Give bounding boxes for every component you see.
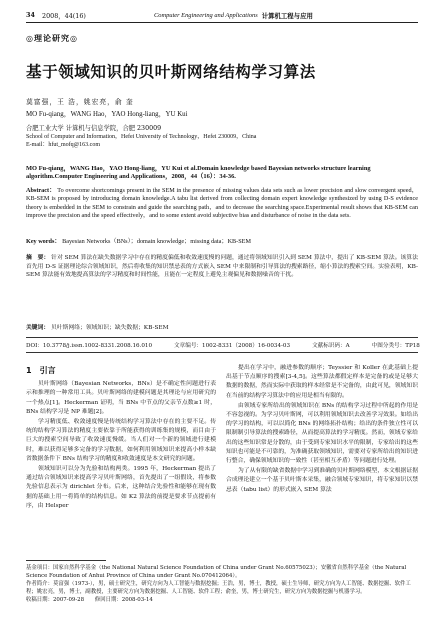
abstract-cn [26, 254, 418, 280]
abstract-en-text: To overcome shortcomings present in the SEM in the presence of missing values data sets such as lower precision and slow convergent speed，KB-SEM is proposed by introducing domain knowledge.A tabu list derived from collecting domain expert knowledge synthesized by using D-S evidence theory is embedded in the SEM to constrain and guide the searching path，and to decrease the searching space.Experimental result shows that KB-SEM can improve the precision and the speed effectively，and to some extent avoid subjective bias and disturbance of noise in the data sets. [26, 187, 418, 219]
article-number: 文章编号：1002-8331（2008）16-0034-03 [174, 343, 291, 349]
body-paragraph: 贝叶斯网络（Bayesian Networks，BNs）是不确定性问题进行表示和推理的一种常用工具。贝叶斯网络的建模问题是其理论与应用研究的一个热点[1]。Heckerman 证明，当 BNs 中节点的父亲节点数≥1 时，BNs 结构学习是 NP 难题[2]。 [26, 381, 216, 415]
received-date-note: 收稿日期：2007-09-28 修回日期：2008-03-14 [26, 597, 153, 603]
body-paragraph: 领域知识可以分为先验和结构两类。1995 年，Heckerman 提出了通过结合领域知识来提高学习贝叶斯网络，首先提出了一组假设，将参数先验信息表示为 dirichlet 分布。后来，这种结合先验性和能够在现有数据的基础上用一将简单的结构信息。如 K2 算法的前提是要求节点提前有序，由 Helsper [26, 466, 216, 509]
keywords-en-label: Key words： [26, 238, 61, 245]
funding-note: 基金项目：国家自然科学基金（the National Natural Science Foundation of China under Grant No.60575023）；安徽省自然科学基金（the Natural Science Foundation of Anhui Province of China under Grant No.070412064）。 [26, 565, 407, 579]
body-paragraph: 为了从有限的缺省数据中学习到准确的贝叶斯网络模型，本文根据证据合成理论建立一个基于贝叶斯本采集，融合领域专家知识，将专家知识以禁忌表（tabu list）的形式嵌入 SEM 算法 [226, 468, 418, 493]
running-header [26, 8, 418, 22]
affiliation-en [26, 133, 326, 149]
header-rule [26, 22, 418, 23]
page-number: 34 [26, 11, 35, 19]
body-paragraph: 提出在学习中，融进参数的顺序；Teyssier 和 Koller 在此基础上提出基于节点顺序的搜索[3-4,5]。这些算法都假定样本是完备的或是足够大数据的数据，然而实际中获取的样本经常是不完备的，由此可见，领域知识在当前的结构学习算法中的应用是相当有限的。 [226, 365, 418, 399]
journal-name-en: Computer Engineering and Applications [154, 11, 258, 19]
meta-rule-top [26, 337, 418, 338]
author-bio-note: 作者简介：莫富强（1973-），男，硕士研究生，研究方向为人工智能与数据挖掘；王浩，男，博士，教授，硕士生导师，研究方向为人工智能、数据挖掘、软件工程；姚宏亮，男，博士，副教授，主要研究方向为数据挖掘、人工智能、软件工程；俞奎，男，博士研究生，研究方向为数据挖掘与机器学习。 [26, 581, 411, 595]
abstract-en [26, 187, 418, 220]
journal-issue: 2008，44(16) [42, 11, 86, 20]
keywords-cn-label: 关键词： [26, 325, 50, 331]
body-paragraph: 由领域专家所给出的领域知识在 BNs 的结构学习过程中所起的作用是不容忽视的。为学习贝叶斯网，可以利用领域知识去改善学习效果。如给出的学习的结构，可以以简化 BNs 的网络拓扑结构；给出的条件独立性可以限制制引导算法的搜索路径，从而提高算法的学习精度。然而，领域专家给出的这些知识常是分散的，由于受到专家知识水平的限制，专家给出的这些知识也可能是不可靠的，为准确获取领域知识，需要对专家所给出的知识进行整合，确保领域知识的一致性（甚至相互矛盾）等问题进行处理。 [226, 402, 418, 465]
body-paragraph: 学习精度低、收敛速度慢是传统结构学习算法中存在的主要不足。传统的结构学习算法的精度主要依靠于所能获得的训练集的规模，而目由于巨大的搜索空间导致了收敛速度慢缓。当人们对一个新的领域进行建模时，难以获得足够多完备的学习数据，如何利用领域知识来提高小样本缺省数据条件下 BNs 结构学习的精度和收敛速度是本文研究的问题。 [26, 419, 216, 462]
author-email: E-mail：hfut_mofq@163.com [26, 142, 101, 149]
abstract-cn-label: 摘 要： [26, 255, 50, 261]
doi: DOI：10.3778/j.issn.1002-8331.2008.16.010 [26, 343, 153, 349]
keywords-cn-text: 贝叶斯网络；领域知识；缺失数据；KB-SEM [51, 325, 169, 331]
meta-rule-bottom [26, 352, 418, 353]
abstract-cn-text: 针对 SEM 算法在缺失数据学习中存在的精度偏低和收敛速度慢的问题，通过将领域知识引入到 SEM 算法中，提出了 KB-SEM 算法。该算法首先用 D-S 证据理论综合领域知识，然后将收集的知识禁忌表的方式嵌入 SEM 中来限制和引导算法的搜索路径，缩小算法的搜索空间。实验表明，KB-SEM 算法能有效地提高算法的学习精度和时间性能，且能在一定程度上避免主观偏见和数据噪音的干扰。 [26, 255, 418, 278]
article-meta [26, 339, 418, 351]
authors-en: MO Fu-qiang，WANG Hao，YAO Hong-liang，YU Kui [26, 111, 188, 118]
abstract-en-label: Abstract： [26, 187, 56, 194]
body-column-left [26, 364, 216, 512]
body-column-right [226, 364, 418, 496]
keywords-en-text: Bayesian Networks（BNs）；domain knowledge；missing data；KB-SEM [62, 238, 251, 245]
keywords-cn [26, 324, 418, 333]
clc-number: 中图分类号：TP18 [371, 343, 420, 349]
authors-cn: 莫富强，王 浩，姚宏亮，俞 奎 [26, 98, 134, 106]
journal-name-cn: 计算机工程与应用 [261, 11, 313, 20]
section-heading: 1 引言 [26, 366, 56, 375]
paper-title: 基于领域知识的贝叶斯网络结构学习算法 [26, 63, 316, 81]
document-code: 文献标识码：A [312, 343, 350, 349]
footnotes [26, 564, 418, 604]
footnote-rule [26, 560, 106, 561]
keywords-en [26, 238, 418, 246]
affiliation-cn: 合肥工业大学 计算机与信息学院，合肥 230009 [26, 125, 162, 132]
citation: MO Fu-qiang，WANG Hao，YAO Hong-liang，YU Kui et al.Domain knowledge based Bayesian networks structure learning algorithm.Computer Engineering and Applications，2008，44（16）：34-36. [26, 165, 371, 181]
column-label: ◎理论研究◎ [26, 33, 78, 43]
affiliation-en-line: School of Computer and Information，Hefei University of Technology，Hefei 230009，China [26, 134, 257, 140]
